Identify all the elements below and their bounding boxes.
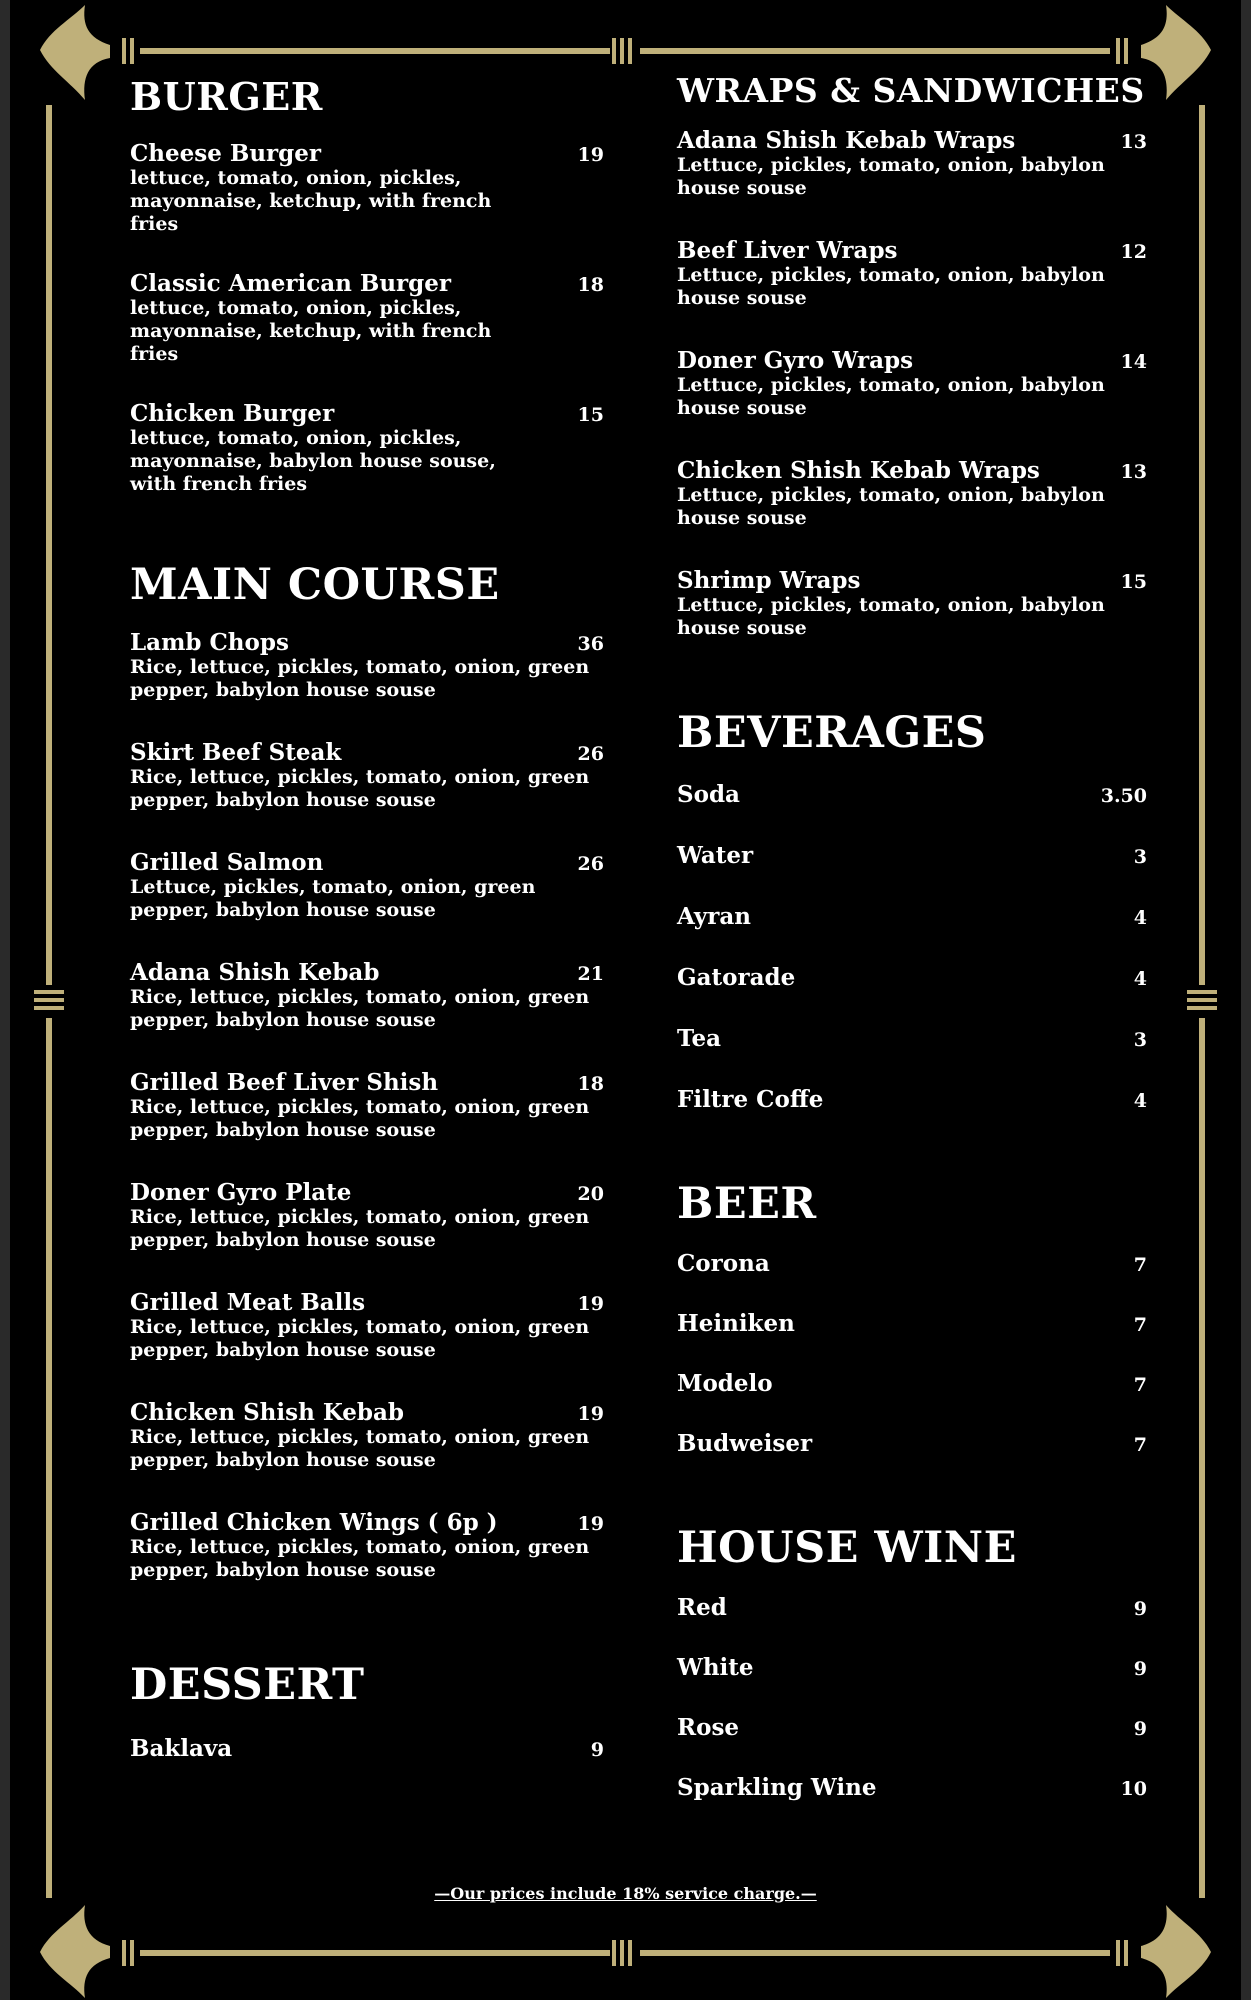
item-price: 9 xyxy=(590,1739,604,1761)
menu-item xyxy=(677,1596,1147,1619)
item-price: 7 xyxy=(1133,1314,1147,1336)
item-name: Sparkling Wine xyxy=(677,1774,877,1801)
item-description: Rice, lettuce, pickles, tomato, onion, green pepper, babylon house souse xyxy=(130,1206,590,1251)
item-price: 15 xyxy=(1120,571,1147,593)
menu-item xyxy=(677,239,1147,310)
item-price: 3.50 xyxy=(1100,785,1147,807)
item-name: Gatorade xyxy=(677,964,796,991)
item-name: Grilled Chicken Wings ( 6p ) xyxy=(130,1509,498,1536)
item-description: Lettuce, pickles, tomato, onion, green pepper, babylon house souse xyxy=(130,876,536,921)
beer-title: BEER xyxy=(677,1179,817,1229)
item-description: Rice, lettuce, pickles, tomato, onion, green pepper, babylon house souse xyxy=(130,1536,590,1581)
menu-item xyxy=(677,966,1147,989)
item-price: 26 xyxy=(577,743,604,765)
item-price: 4 xyxy=(1133,907,1147,929)
item-price: 4 xyxy=(1133,968,1147,990)
item-header xyxy=(677,459,1147,482)
menu-item xyxy=(677,1312,1147,1335)
item-header xyxy=(130,1181,604,1204)
item-price: 21 xyxy=(577,963,604,985)
menu-item xyxy=(677,459,1147,530)
item-name: Cheese Burger xyxy=(130,140,321,167)
menu-item xyxy=(677,1372,1147,1395)
item-description: Lettuce, pickles, tomato, onion, babylon house souse xyxy=(677,154,1105,199)
item-header xyxy=(677,239,1147,262)
item-header xyxy=(130,1291,604,1314)
right-column xyxy=(677,71,1147,1801)
beverages-title: BEVERAGES xyxy=(677,708,987,758)
menu-item xyxy=(130,402,604,496)
item-price: 19 xyxy=(577,1513,604,1535)
item-name: Heiniken xyxy=(677,1310,795,1337)
item-name: Filtre Coffe xyxy=(677,1086,824,1113)
menu-item xyxy=(677,569,1147,640)
item-price: 15 xyxy=(577,404,604,426)
menu-item xyxy=(130,851,604,922)
menu-item xyxy=(130,1737,604,1760)
item-header xyxy=(130,851,604,874)
main-course-title: MAIN COURSE xyxy=(130,560,500,610)
house-wine-title: HOUSE WINE xyxy=(677,1523,1017,1573)
menu-item xyxy=(130,961,604,1032)
item-price: 19 xyxy=(577,1403,604,1425)
item-name: Corona xyxy=(677,1250,770,1277)
menu-item xyxy=(677,349,1147,420)
item-description: lettuce, tomato, onion, pickles, mayonnaise, babylon house souse, with french fries xyxy=(130,427,496,495)
item-description: Lettuce, pickles, tomato, onion, babylon house souse xyxy=(677,374,1105,419)
menu-item xyxy=(130,1071,604,1142)
item-name: Baklava xyxy=(130,1735,233,1762)
item-name: Red xyxy=(677,1594,727,1621)
item-name: Adana Shish Kebab Wraps xyxy=(677,127,1016,154)
menu-item xyxy=(677,783,1147,806)
menu-page xyxy=(10,0,1241,2000)
item-header xyxy=(130,1511,604,1534)
menu-item xyxy=(677,1252,1147,1275)
item-price: 20 xyxy=(577,1183,604,1205)
item-name: Tea xyxy=(677,1025,722,1052)
item-price: 7 xyxy=(1133,1374,1147,1396)
item-name: Shrimp Wraps xyxy=(677,567,861,594)
item-price: 3 xyxy=(1133,1029,1147,1051)
item-name: Modelo xyxy=(677,1370,773,1397)
item-header xyxy=(130,1401,604,1424)
item-description: Rice, lettuce, pickles, tomato, onion, green pepper, babylon house souse xyxy=(130,1316,590,1361)
item-price: 9 xyxy=(1133,1598,1147,1620)
menu-item xyxy=(130,1181,604,1252)
menu-item xyxy=(677,1716,1147,1739)
item-price: 36 xyxy=(577,633,604,655)
item-price: 26 xyxy=(577,853,604,875)
item-price: 13 xyxy=(1120,461,1147,483)
item-price: 10 xyxy=(1120,1778,1147,1800)
menu-item xyxy=(677,1776,1147,1799)
item-description: Lettuce, pickles, tomato, onion, babylon house souse xyxy=(677,594,1105,639)
item-name: Classic American Burger xyxy=(130,270,452,297)
item-price: 9 xyxy=(1133,1658,1147,1680)
item-name: Chicken Shish Kebab xyxy=(130,1399,405,1426)
item-price: 19 xyxy=(577,144,604,166)
menu-item xyxy=(130,142,604,236)
menu-item xyxy=(130,1401,604,1472)
item-header xyxy=(677,129,1147,152)
menu-item xyxy=(677,129,1147,200)
item-name: Grilled Meat Balls xyxy=(130,1289,366,1316)
item-name: White xyxy=(677,1654,754,1681)
item-price: 4 xyxy=(1133,1090,1147,1112)
item-description: Rice, lettuce, pickles, tomato, onion, green pepper, babylon house souse xyxy=(130,766,590,811)
item-price: 7 xyxy=(1133,1254,1147,1276)
item-price: 7 xyxy=(1133,1434,1147,1456)
menu-item xyxy=(130,1291,604,1362)
menu-item xyxy=(677,1432,1147,1455)
burger-title: BURGER xyxy=(130,74,323,119)
item-description: Rice, lettuce, pickles, tomato, onion, green pepper, babylon house souse xyxy=(130,1096,590,1141)
item-price: 14 xyxy=(1120,351,1147,373)
item-header xyxy=(130,741,604,764)
menu-item xyxy=(677,1027,1147,1050)
menu-item xyxy=(130,272,604,366)
item-name: Budweiser xyxy=(677,1430,813,1457)
item-header xyxy=(677,349,1147,372)
item-name: Chicken Burger xyxy=(130,400,335,427)
item-price: 3 xyxy=(1133,846,1147,868)
wraps-title: WRAPS & SANDWICHES xyxy=(677,71,1145,110)
item-price: 9 xyxy=(1133,1718,1147,1740)
menu-item xyxy=(677,1656,1147,1679)
item-name: Soda xyxy=(677,781,740,808)
item-name: Grilled Beef Liver Shish xyxy=(130,1069,439,1096)
dessert-title: DESSERT xyxy=(130,1660,365,1710)
menu-item xyxy=(677,1088,1147,1111)
left-column xyxy=(130,74,604,1762)
menu-item xyxy=(677,905,1147,928)
item-description: Lettuce, pickles, tomato, onion, babylon house souse xyxy=(677,264,1105,309)
item-name: Water xyxy=(677,842,754,869)
service-charge-note: —Our prices include 18% service charge.— xyxy=(434,1884,817,1903)
item-name: Beef Liver Wraps xyxy=(677,237,898,264)
item-description: Rice, lettuce, pickles, tomato, onion, green pepper, babylon house souse xyxy=(130,1426,590,1471)
item-description: lettuce, tomato, onion, pickles, mayonnaise, ketchup, with french fries xyxy=(130,167,492,235)
item-price: 18 xyxy=(577,1073,604,1095)
item-price: 19 xyxy=(577,1293,604,1315)
item-header xyxy=(130,1071,604,1094)
item-name: Adana Shish Kebab xyxy=(130,959,380,986)
item-header xyxy=(130,631,604,654)
item-description: lettuce, tomato, onion, pickles, mayonnaise, ketchup, with french fries xyxy=(130,297,492,365)
item-name: Rose xyxy=(677,1714,740,1741)
item-header xyxy=(677,569,1147,592)
item-name: Chicken Shish Kebab Wraps xyxy=(677,457,1040,484)
item-description: Lettuce, pickles, tomato, onion, babylon house souse xyxy=(677,484,1105,529)
item-price: 13 xyxy=(1120,131,1147,153)
menu-item xyxy=(130,741,604,812)
item-name: Grilled Salmon xyxy=(130,849,324,876)
item-name: Doner Gyro Wraps xyxy=(677,347,914,374)
menu-item xyxy=(130,631,604,702)
item-name: Skirt Beef Steak xyxy=(130,739,342,766)
item-header xyxy=(130,961,604,984)
item-description: Rice, lettuce, pickles, tomato, onion, green pepper, babylon house souse xyxy=(130,656,590,701)
item-name: Doner Gyro Plate xyxy=(130,1179,352,1206)
item-name: Ayran xyxy=(677,903,752,930)
item-name: Lamb Chops xyxy=(130,629,289,656)
item-price: 18 xyxy=(577,274,604,296)
item-description: Rice, lettuce, pickles, tomato, onion, green pepper, babylon house souse xyxy=(130,986,590,1031)
menu-item xyxy=(677,844,1147,867)
menu-item xyxy=(130,1511,604,1582)
item-price: 12 xyxy=(1120,241,1147,263)
